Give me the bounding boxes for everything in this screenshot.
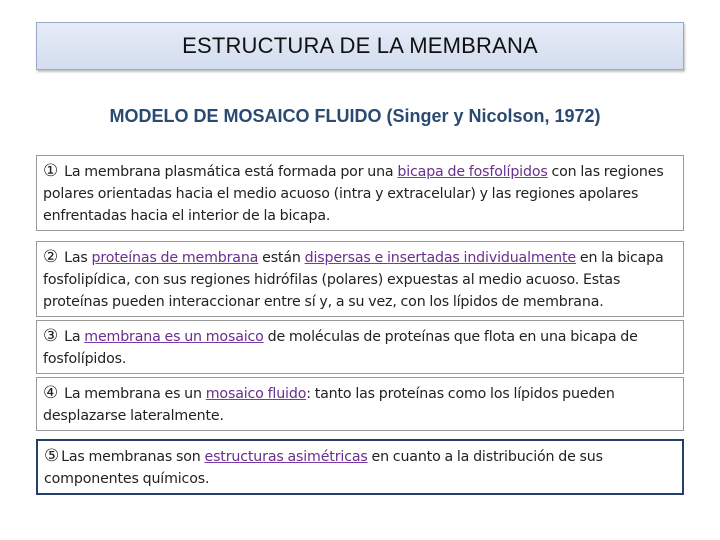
point-5-text-pre: Las membranas son <box>61 449 201 465</box>
point-3-text-post: de moléculas de proteínas que flota en una bicapa de fosfolípidos. <box>43 329 638 367</box>
slide-subtitle: MODELO DE MOSAICO FLUIDO (Singer y Nicolson, 1972) <box>109 106 601 126</box>
point-3 <box>36 320 684 374</box>
point-4-text-post: : tanto las proteínas como los lípidos pueden desplazarse lateralmente. <box>43 386 615 424</box>
point-4-number: ④ <box>43 383 59 403</box>
point-5 <box>36 439 684 495</box>
slide-title-box <box>36 22 684 70</box>
point-5-highlight: estructuras asimétricas <box>204 449 368 465</box>
point-2-highlight-2: dispersas e insertadas individualmente <box>304 250 576 266</box>
point-3-text-pre: La <box>64 329 81 345</box>
point-3-highlight: membrana es un mosaico <box>84 329 264 345</box>
point-1-text-pre: La membrana plasmática está formada por una <box>64 164 394 180</box>
point-2-text-mid: están <box>262 250 301 266</box>
point-2 <box>36 241 684 317</box>
point-4 <box>36 377 684 431</box>
point-1-text-post: con las regiones polares orientadas hacia el medio acuoso (intra y extracelular) y las regiones apolares enfrentadas hacia el interior de la bicapa. <box>43 164 664 224</box>
point-3-number: ③ <box>43 326 59 346</box>
point-5-text-post: en cuanto a la distribución de sus componentes químicos. <box>44 449 603 487</box>
point-2-text-pre: Las <box>64 250 88 266</box>
point-5-number: ⑤ <box>44 446 60 466</box>
point-4-text-pre: La membrana es un <box>64 386 202 402</box>
slide-title: ESTRUCTURA DE LA MEMBRANA <box>182 33 538 58</box>
point-1 <box>36 155 684 231</box>
point-4-highlight: mosaico fluido <box>205 386 307 402</box>
point-2-number: ② <box>43 247 59 267</box>
point-1-number: ① <box>43 161 59 181</box>
point-2-text-post: en la bicapa fosfolipídica, con sus regiones hidrófilas (polares) expuestas al medio acuoso. Estas proteínas pueden interaccionar entre sí y, a su vez, con los lípidos de membrana. <box>43 250 664 310</box>
point-1-highlight: bicapa de fosfolípidos <box>397 164 548 180</box>
point-2-highlight-1: proteínas de membrana <box>91 250 259 266</box>
